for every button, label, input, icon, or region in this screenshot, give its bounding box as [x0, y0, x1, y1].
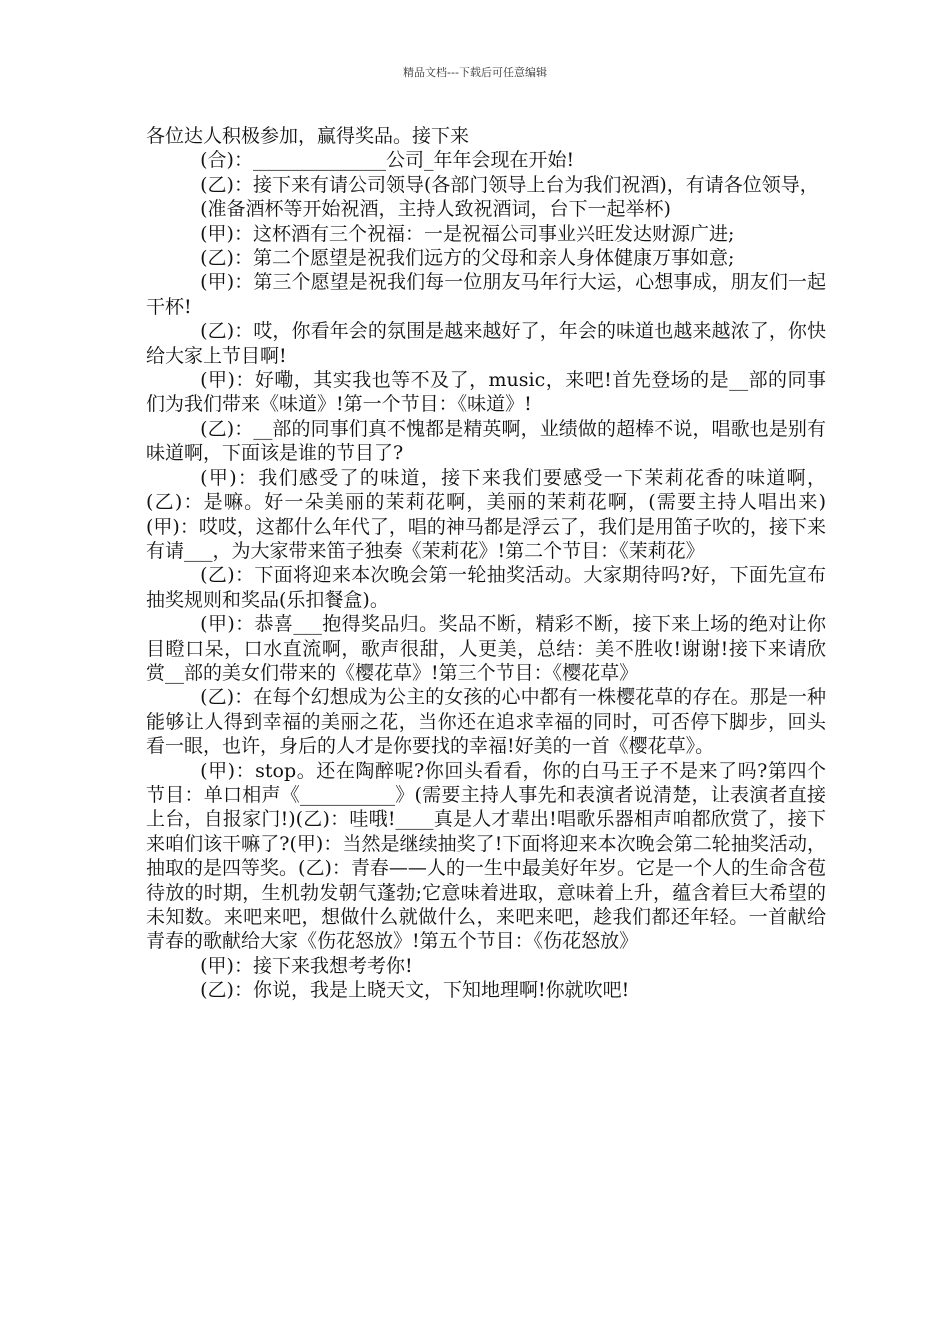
paragraph: (甲)：stop。还在陶醉呢?你回头看看，你的白马王子不是来了吗?第四个节目：单口相声《__________》(需要主持人事先和表演者说清楚，让表演者直接上台，自报家门!)(乙)：哇哦!____真是人才辈出!唱歌乐器相声咱都欣赏了，接下来咱们该干嘛了?(甲)：当然是继续抽奖了!下面将迎来本次晚会第二轮抽奖活动，抽取的是四等奖。(乙)：青春——人的一生中最美好年岁。它是一个人的生命含苞待放的时期，生机勃发朝气蓬勃;它意味着进取，意味着上升，蕴含着巨大希望的未知数。来吧来吧，想做什么就做什么，来吧来吧，趁我们都还年轻。一首献给青春的歌献给大家《伤花怒放》!第五个节目：《伤花怒放》: [146, 759, 826, 953]
paragraph: (甲)：恭喜___抱得奖品归。奖品不断，精彩不断，接下来上场的绝对让你目瞪口呆，口水直流啊，歌声很甜，人更美，总结：美不胜收!谢谢!接下来请欣赏__部的美女们带来的《樱花草》!第三个节目：《樱花草》: [146, 613, 826, 684]
paragraph: (乙)：下面将迎来本次晚会第一轮抽奖活动。大家期待吗?好，下面先宣布抽奖规则和奖品(乐扣餐盒)。: [146, 564, 826, 611]
paragraph: (甲)：好嘞，其实我也等不及了，music，来吧!首先登场的是__部的同事们为我们带来《味道》!第一个节目：《味道》!: [146, 369, 826, 416]
page-header: 精品文档---下载后可任意编辑: [403, 66, 547, 79]
paragraph: (合)：______________公司_年年会现在开始!: [200, 149, 575, 172]
paragraph: (甲)：第三个愿望是祝我们每一位朋友马年行大运，心想事成，朋友们一起干杯!: [146, 271, 826, 318]
paragraph: (乙)：你说，我是上晓天文，下知地理啊!你就吹吧!: [200, 979, 630, 1002]
paragraph: (乙)：哎，你看年会的氛围是越来越好了，年会的味道也越来越浓了，你快给大家上节目啊!: [146, 320, 826, 367]
paragraph: (甲)：接下来我想考考你!: [200, 954, 413, 977]
paragraph: (乙)：在每个幻想成为公主的女孩的心中都有一株樱花草的存在。那是一种能够让人得到幸福的美丽之花，当你还在追求幸福的同时，可否停下脚步，回头看一眼，也许，身后的人才是你要找的幸福!好美的一首《樱花草》。: [146, 686, 826, 758]
paragraph: (乙)：接下来有请公司领导(各部门领导上台为我们祝酒)，有请各位领导，: [200, 173, 819, 196]
paragraph: (甲)：这杯酒有三个祝福：一是祝福公司事业兴旺发达财源广进;: [200, 222, 735, 245]
paragraph: (乙)：第二个愿望是祝我们远方的父母和亲人身体健康万事如意;: [200, 247, 735, 270]
paragraph: 各位达人积极参加，赢得奖品。接下来: [146, 125, 470, 147]
paragraph: (准备酒杯等开始祝酒，主持人致祝酒词，台下一起举杯): [200, 198, 671, 221]
paragraph: (乙)：__部的同事们真不愧都是精英啊，业绩做的超棒不说，唱歌也是别有味道啊，下面该是谁的节目了?: [146, 417, 826, 465]
paragraph: (甲)：我们感受了的味道，接下来我们要感受一下茉莉花香的味道啊，(乙)：是嘛。好一朵美丽的茉莉花啊，美丽的茉莉花啊，(需要主持人唱出来)(甲)：哎哎，这都什么年代了，唱的神马都是浮云了，我们是用笛子吹的，接下来有请___，为大家带来笛子独奏《茉莉花》!第二个节目：《茉莉花》: [146, 466, 826, 562]
document-body: [146, 124, 826, 1003]
